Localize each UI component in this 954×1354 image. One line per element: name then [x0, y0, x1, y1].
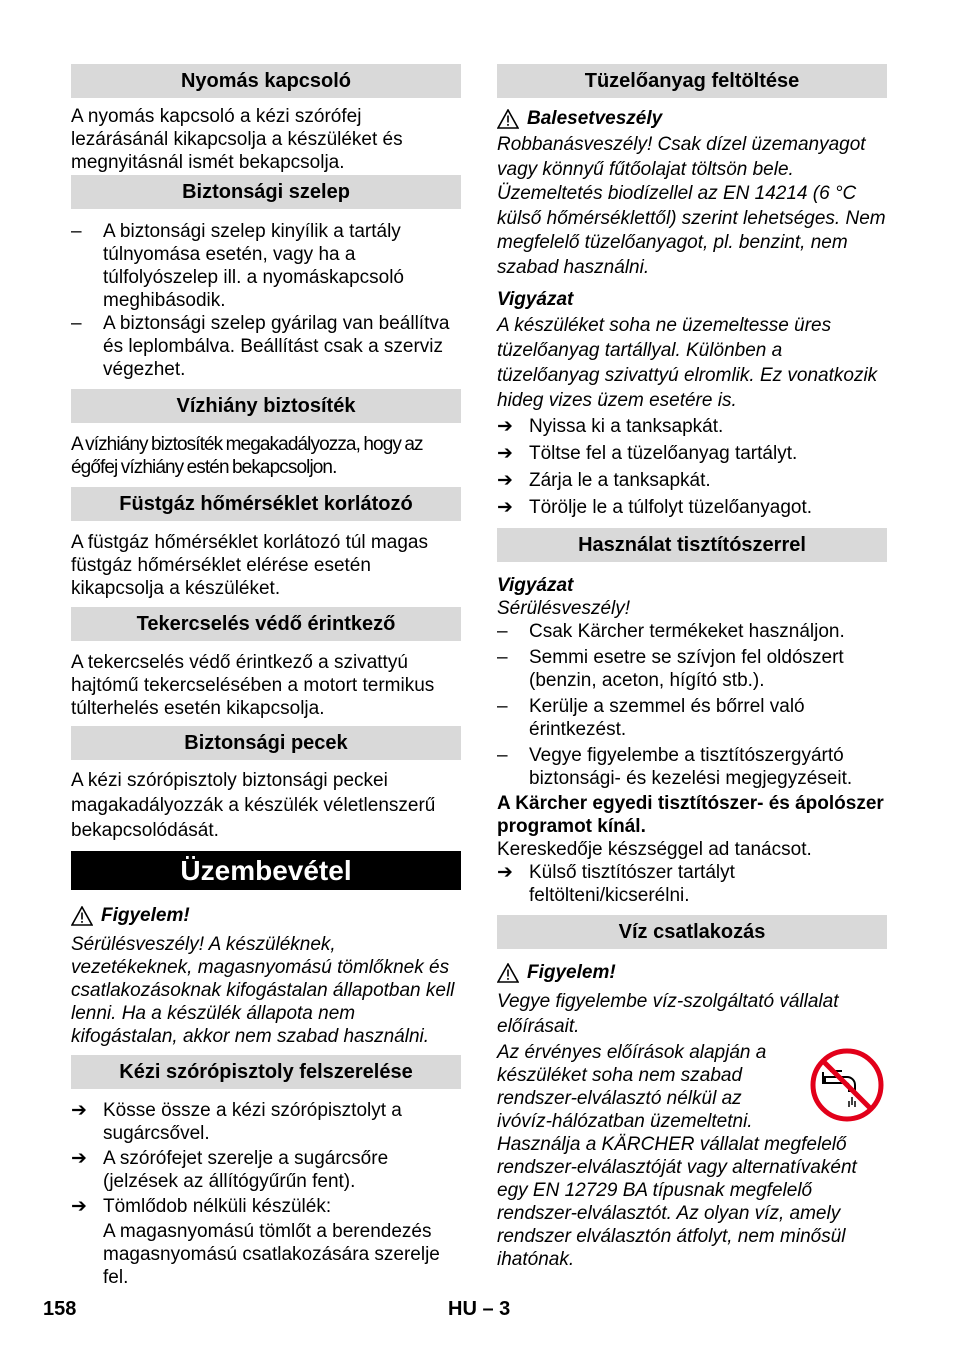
- no-drinking-water-icon: [809, 1047, 885, 1123]
- section-page-number: – 3: [482, 1298, 511, 1320]
- flue-gas-text: A füstgáz hőmérséklet korlátozó túl magas füstgáz hőmérséklet elérése esetén kikapcsolja a készüléket.: [71, 532, 428, 599]
- section-heading-pressure-switch: Nyomás kapcsoló: [71, 64, 461, 98]
- step-item: ➔ Töltse fel a tüzelőanyag tartályt.: [497, 443, 798, 464]
- warning-triangle-icon: [497, 963, 519, 983]
- warning-label: Figyelem!: [527, 962, 616, 983]
- chapter-title: Üzembevétel: [71, 851, 461, 890]
- winding-text: A tekercselés védő érintkező a szivattyú hajtómű tekercselésében a motort termikus túlterhelés esetén kikapcsolja.: [71, 652, 435, 719]
- page-footer-lang: [448, 1298, 510, 1321]
- section-heading-flue-gas: Füstgáz hőmérséklet korlátozó: [71, 487, 461, 521]
- list-item: – Kerülje a szemmel és bőrrel való érintkezést.: [497, 696, 805, 740]
- list-item: – A biztonsági szelep gyárilag van beállítva és leplombálva. Beállítást csak a szerviz végezhet.: [71, 313, 450, 380]
- left-column: [71, 64, 461, 1289]
- caution-text: A készüléket soha ne üzemeltesse üres tüzelőanyag tartállyal. Különben a tüzelőanyag szivattyú elromlik. Ez vonatkozik hideg vizes üzem esetére is.: [497, 315, 878, 411]
- caution-label: Vigyázat: [497, 289, 574, 310]
- warning-triangle-icon: [71, 906, 93, 926]
- dealer-advice-text: Kereskedője készséggel ad tanácsot.: [497, 839, 812, 860]
- water-shortage-text: A vízhiány biztosíték megakadályozza, hogy az égőfej vízhiány estén bekapcsoljon.: [71, 434, 423, 478]
- caution-text: Sérülésveszély!: [497, 598, 631, 619]
- water-regulations-text: Vegye figyelembe víz-szolgáltató vállalat előírásait.: [497, 991, 839, 1037]
- section-heading-spray-gun: Kézi szórópisztoly felszerelése: [71, 1055, 461, 1089]
- right-column: [497, 64, 887, 1271]
- page-number: 158: [43, 1298, 77, 1320]
- step-item: ➔ Külső tisztítószer tartályt feltölteni/kicserélni.: [497, 862, 735, 906]
- system-separator-text: Az érvényes előírások alapján a készüléket soha nem szabad rendszer-elválasztó nélkül az ivóvíz-hálózatban üzemeltetni. Használja a KÄRCHER vállalat megfelelő rendszer-elválasztóját vagy alternatívaként egy EN 12729 BA típusnak megfelelő rendszer-elválasztót. Az olyan víz, amely rendszer elválasztón átfolyt, nem minősül ihatónak.: [497, 1042, 857, 1270]
- danger-label: Balesetveszély: [527, 108, 663, 129]
- section-heading-detergent: Használat tisztítószerrel: [497, 528, 887, 562]
- danger-text: Robbanásveszély! Csak dízel üzemanyagot vagy könnyű fűtőolajat töltsön bele. Üzemeltetés biodízellel az EN 14214 (6 °C külső hőmérséklettől) szerint lehetséges. Nem megfelelő tüzelőanyagot, pl. benzint, nem szabad használni.: [497, 134, 886, 278]
- step-item: ➔ Törölje le a túlfolyt tüzelőanyagot.: [497, 497, 813, 518]
- section-heading-water-shortage: Vízhiány biztosíték: [71, 389, 461, 423]
- warning-label-row: [71, 904, 461, 927]
- section-heading-winding: Tekercselés védő érintkező: [71, 607, 461, 641]
- step-item: ➔ Tömlődob nélküli készülék:: [71, 1196, 332, 1217]
- danger-label-row: [497, 107, 887, 130]
- warning-label: Figyelem!: [101, 905, 190, 926]
- safety-catch-text: A kézi szórópisztoly biztonsági peckei magakadályozzák a készülék véletlenszerű bekapcsolódását.: [71, 770, 436, 841]
- list-item: – Vegye figyelembe a tisztítószergyártó biztonsági- és kezelési megjegyzéseit.: [497, 745, 853, 789]
- section-heading-safety-catch: Biztonsági pecek: [71, 726, 461, 760]
- caution-label: Vigyázat: [497, 575, 574, 596]
- section-heading-fuel: Tüzelőanyag feltöltése: [497, 64, 887, 98]
- language-code: HU: [448, 1298, 477, 1320]
- list-item: – Csak Kärcher termékeket használjon.: [497, 621, 845, 642]
- step-item: ➔ A szórófejet szerelje a sugárcsőre (jelzések az állítógyűrűn fent).: [71, 1148, 389, 1192]
- step-subtext: A magasnyomású tömlőt a berendezés magasnyomású csatlakozására szerelje fel.: [103, 1221, 440, 1288]
- list-item: – A biztonsági szelep kinyílik a tartály túlnyomása esetén, vagy ha a túlfolyószelep ill. a nyomáskapcsoló meghibásodik.: [71, 221, 404, 311]
- warning-label-row: [497, 961, 887, 984]
- warning-text: Sérülésveszély! A készüléknek, vezetékeknek, magasnyomású tömlőknek és csatlakozásoknak kifogástalan állapotban kell lenni. Ha a készülék állapota nem kifogástalan, akkor nem szabad használni.: [71, 934, 455, 1047]
- step-item: ➔ Nyissa ki a tanksapkát.: [497, 416, 724, 437]
- section-heading-safety-valve: Biztonsági szelep: [71, 175, 461, 209]
- pressure-switch-text: A nyomás kapcsoló a kézi szórófej lezárásánál kikapcsolja a készüléket és megnyitásnál ismét bekapcsolja.: [71, 106, 403, 173]
- list-item: – Semmi esetre se szívjon fel oldószert (benzin, aceton, hígító stb.).: [497, 647, 844, 691]
- step-item: ➔ Kösse össze a kézi szórópisztolyt a sugárcsővel.: [71, 1100, 402, 1144]
- warning-triangle-icon: [497, 109, 519, 129]
- detergent-program-note: A Kärcher egyedi tisztítószer- és ápolószer programot kínál.: [497, 793, 884, 837]
- step-item: ➔ Zárja le a tanksapkát.: [497, 470, 711, 491]
- section-heading-water-connection: Víz csatlakozás: [497, 915, 887, 949]
